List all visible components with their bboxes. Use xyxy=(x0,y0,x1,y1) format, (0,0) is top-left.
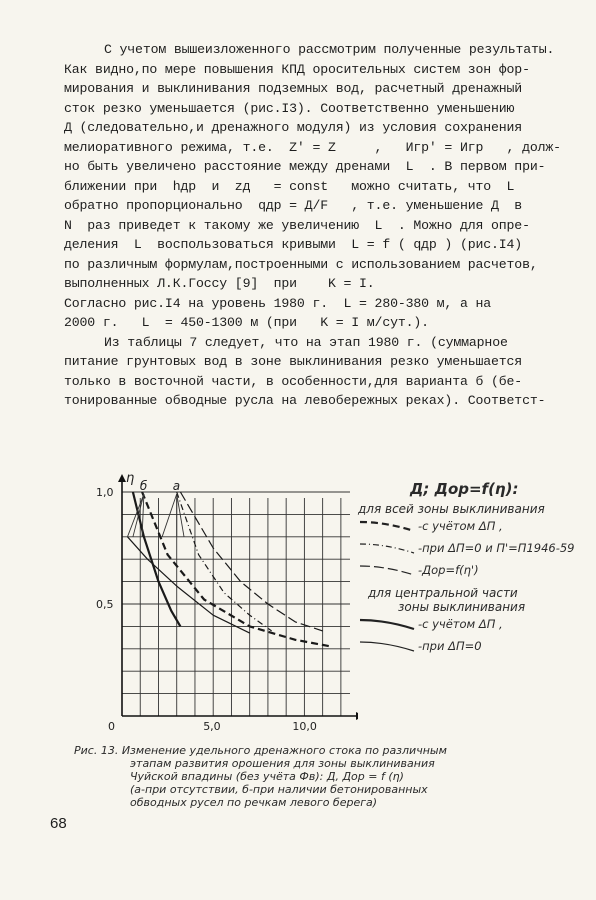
page-number: 68 xyxy=(50,815,67,832)
legend-item xyxy=(358,636,588,658)
body-text xyxy=(64,40,586,411)
chart-legend xyxy=(358,480,588,658)
text-line: питание грунтовых вод в зоне выклинивания резко уменьшается xyxy=(64,354,523,369)
legend-label: -при ΔП=0 и П'=П1946-59 xyxy=(418,541,575,555)
text-line: только в восточной части, в особенности,для варианта б (бе- xyxy=(64,373,523,389)
figure-caption xyxy=(74,744,544,809)
label-leader-line xyxy=(177,494,184,537)
chart-axes xyxy=(118,474,358,720)
legend-group-central: для центральной части xyxy=(368,586,518,600)
legend-item xyxy=(358,560,588,582)
text-line: Согласно рис.I4 на уровень 1980 г. L = 280-380 м, а на xyxy=(64,295,492,311)
text-line: но быть увеличено расстояние между дренами L . В первом при- xyxy=(64,159,546,174)
legend-item xyxy=(358,614,588,636)
text-line: мелиоративного режима, т.е. Z' = Z , Игр' = Игр , долж- xyxy=(64,139,561,155)
x-axis-arrow xyxy=(356,712,358,720)
caption-line: (а-при отсутствии, б-при наличии бетонированных xyxy=(130,783,428,796)
text-line: N раз приведет к такому же увеличению L . Можно для опре- xyxy=(64,217,530,233)
text-line: Д (следовательно,и дренажного модуля) из условия сохранения xyxy=(64,120,523,135)
curve-label-b: б xyxy=(139,479,148,493)
text-line: Из таблицы 7 следует, что на этап 1980 г. (суммарное xyxy=(104,334,508,350)
caption-line: Чуйской впадины (без учёта Фв): Д, Дор = f (η) xyxy=(130,770,404,783)
drainage-chart xyxy=(88,470,358,740)
text-line: по различным формулам,построенными с использованием расчетов, xyxy=(64,256,538,272)
legend-title: Д; Дор=f(η): xyxy=(410,480,519,498)
legend-item xyxy=(358,516,588,538)
series-line xyxy=(180,492,322,631)
label-leader-line xyxy=(162,494,177,537)
caption-line: обводных русел по речкам левого берега) xyxy=(130,796,378,809)
series-line xyxy=(142,492,332,647)
text-line: выполненных Л.К.Госсу [9] при K = I. xyxy=(64,276,375,291)
y-tick-label: 0,5 xyxy=(96,598,114,611)
text-line: обратно пропорционально qдр = Д/F , т.е. уменьшение Д в xyxy=(64,198,523,213)
x-tick-label: 5,0 xyxy=(203,720,221,733)
legend-item xyxy=(358,538,588,560)
x-tick-label: 0 xyxy=(108,720,115,733)
legend-label: -Дор=f(η') xyxy=(418,563,479,577)
caption-line: этапам развития орошения для зоны выклинивания xyxy=(130,757,435,770)
text-line: С учетом вышеизложенного рассмотрим полученные результаты. xyxy=(104,42,555,57)
text-line: деления L воспользоваться кривыми L = f ( qдр ) (рис.I4) xyxy=(64,237,523,252)
text-line: сток резко уменьшается (рис.I3). Соответственно уменьшению xyxy=(64,100,515,116)
figure-13 xyxy=(88,470,578,740)
text-line: 2000 г. L = 450-1300 м (при K = I м/сут.). xyxy=(64,315,429,330)
text-line: ближении при hдр и zд = const можно считать, что L xyxy=(64,178,515,194)
text-line: мирования и выклинивания подземных вод, расчетный дренажный xyxy=(64,81,523,96)
curve-label-a: а xyxy=(172,479,181,493)
text-line: тонированные обводные русла на левобережных реках). Соответст- xyxy=(64,393,546,408)
legend-group-whole-zone: для всей зоны выклинивания xyxy=(358,502,545,516)
legend-group-central-sub: зоны выклинивания xyxy=(398,600,526,614)
y-axis-label: η xyxy=(126,471,135,486)
y-tick-label: 1,0 xyxy=(96,486,114,499)
text-line: Как видно,по мере повышения КПД оросительных систем зон фор- xyxy=(64,61,530,77)
legend-label: -с учётом ΔП , xyxy=(418,617,503,631)
x-tick-label: 10,0 xyxy=(292,720,317,733)
caption-line: Рис. 13. Изменение удельного дренажного стока по различным xyxy=(74,744,447,757)
legend-label: -при ΔП=0 xyxy=(418,639,482,653)
legend-label: -с учётом ΔП , xyxy=(418,519,503,533)
y-axis-arrow xyxy=(118,474,126,482)
